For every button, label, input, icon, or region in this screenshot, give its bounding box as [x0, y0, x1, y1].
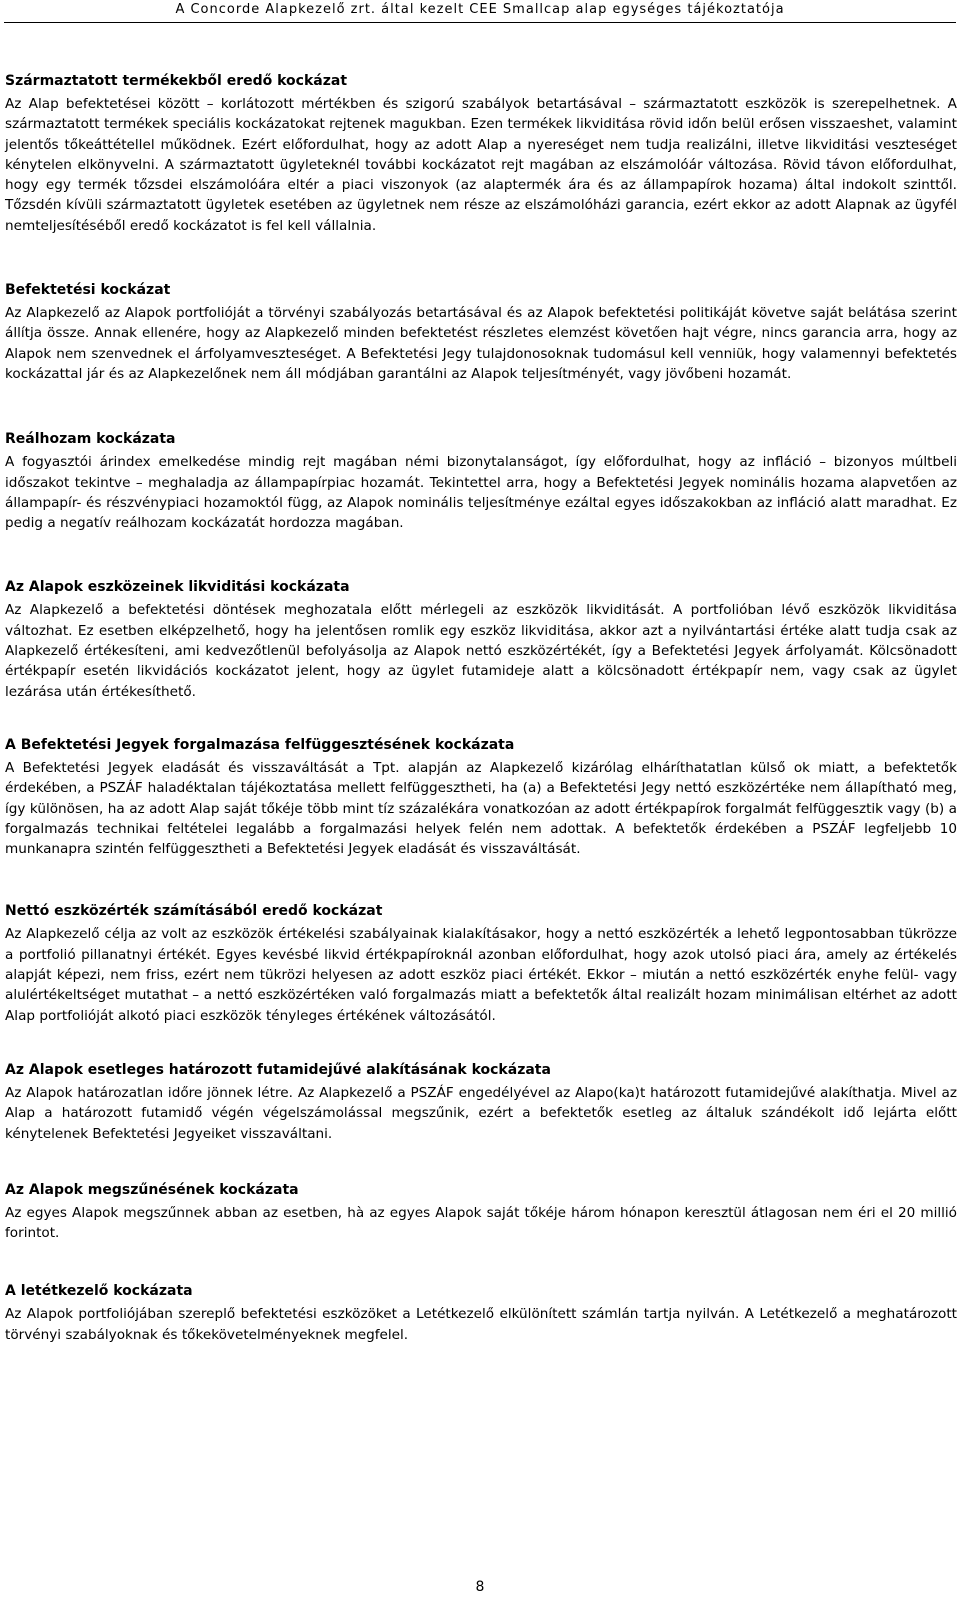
header-title: A Concorde Alapkezelő zrt. által kezelt CEE Smallcap alap egységes tájékoztatója: [175, 2, 785, 17]
section-paragraph: Az Alapkezelő célja az volt az eszközök értékelési szabályainak kialakításakor, hogy a nettó eszközérték a lehető legpontosabban tükrözze a portfolió pillanatnyi értékét. Egyes kevésbé likvid értékpapíroknál azonban előfordulhat, hogy azok utolsó piaci ára, amely az értékelés alapját képezi, nem friss, ezért nem tükrözi helyesen az adott eszköz piaci értékét. Ekkor – miután a nettó eszközérték enyhe felül- vagy alulértékeltséget mutathat – a nettó eszközértéken való forgalmazás miatt a befektetők által realizált hozam minimálisan eltérhet az adott Alap portfolióját alkotó piaci eszközök tényleges értékének változásától.: [5, 926, 957, 1024]
section-paragraph: Az Alapok portfoliójában szereplő befektetési eszközöket a Letétkezelő elkülönített számlán tartja nyilván. A Letétkezelő a meghatározott törvényi szabályoknak és tőkekövetelményeknek megfelel.: [5, 1306, 957, 1343]
section-derivatives-risk: [5, 71, 957, 236]
section-paragraph: A fogyasztói árindex emelkedése mindig rejt magában némi bizonytalanságot, így előfordulhat, hogy az infláció – bizonyos múltbeli időszakot tekintve – meghaladja az állampapírpiac hozamát. Tekintettel arra, hogy a Befektetési Jegyek nominális hozama alapvetően az állampapír- és részvénypiaci hozamoktól függ, az Alapok nominális teljesítménye ezáltal egyes időszakokban az infláció alatt maradhat. Ez pedig a negatív reálhozam kockázatát hordozza magában.: [5, 454, 957, 532]
section-paragraph: Az Alapkezelő a befektetési döntések meghozatala előtt mérlegeli az eszközök likviditását. A portfolióban lévő eszközök likviditása változhat. Ez esetben elképzelhető, hogy ha jelentősen romlik egy eszköz likviditása, akkor azt a nyilvántartási értéke alatt tudja csak az Alapkezelő értékesíteni, ami kedvezőtlenül befolyásolja az Alapok nettó eszközértékét, így a Befektetési Jegyek árfolyamát. Kölcsönadott értékpapír esetén likvidációs kockázatot jelent, hogy az ügylet futamideje alatt a kölcsönadott értékpapír nem, vagy csak az ügylet lezárása után értékesíthető.: [5, 602, 957, 700]
section-real-yield-risk: [5, 429, 957, 533]
section-heading: A Befektetési Jegyek forgalmazása felfüggesztésének kockázata: [5, 736, 515, 753]
section-heading: Reálhozam kockázata: [5, 431, 176, 448]
section-suspension-risk: [5, 735, 957, 859]
section-heading: Az Alapok megszűnésének kockázata: [5, 1181, 299, 1198]
section-investment-risk: [5, 280, 957, 384]
section-heading: Származtatott termékekből eredő kockázat: [5, 73, 348, 89]
page-header: [0, 0, 960, 22]
section-heading: Nettó eszközérték számításából eredő kockázat: [5, 903, 383, 920]
section-heading: A letétkezelő kockázata: [5, 1283, 193, 1300]
document-body: [5, 71, 957, 1345]
section-nav-calculation-risk: [5, 901, 957, 1025]
section-heading: Az Alapok esetleges határozott futamidejűvé alakításának kockázata: [5, 1061, 551, 1078]
page-number: 8: [475, 1579, 485, 1595]
section-paragraph: Az Alap befektetései között – korlátozott mértékben és szigorú szabályok betartásával – származtatott eszközök is szerepelhetnek. A származtatott termékek speciális kockázatokat rejtenek magukban. Ezen termékek likviditása rövid időn belül erősen visszaeshet, valamint jelentős tőkeáttétellel működnek. Ezért előfordulhat, hogy az adott Alap a nyereséget nem tudja realizálni, illetve likviditási veszteséget kénytelen elkönyvelni. A származtatott ügyleteknél további kockázatot rejt magában az elszámolóár változása. Rövid távon előfordulhat, hogy egy termék tőzsdei elszámolóára eltér a piaci viszonyok (az alaptermék ára és az állampapírok hozama) által indokolt szinttől. Tőzsdén kívüli származtatott ügyletek esetében az ügyletnek nem része az elszámolóházi garancia, ezért ekkor az adott Alapnak az ügyfél nemteljesítéséből eredő kockázatot is fel kell vállalnia.: [5, 96, 957, 234]
section-paragraph: Az Alapok határozatlan időre jönnek létre. Az Alapkezelő a PSZÁF engedélyével az Alapo(ka)t határozott futamidejűvé alakíthatja. Mivel az Alap a határozott futamidő végén végelszámolással megszűnik, ezért a befektetők esetleg az általuk szándékolt idő lejárta előtt kénytelenek Befektetési Jegyeiket visszaváltani.: [5, 1084, 957, 1142]
section-fixed-term-risk: [5, 1060, 957, 1144]
section-heading: Befektetési kockázat: [5, 282, 171, 299]
section-termination-risk: [5, 1180, 957, 1244]
section-paragraph: Az egyes Alapok megszűnnek abban az esetben, hà az egyes Alapok saját tőkéje három hónapon keresztül átlagosan nem éri el 20 millió forintot.: [5, 1204, 957, 1242]
section-paragraph: A Befektetési Jegyek eladását és visszaváltását a Tpt. alapján az Alapkezelő kizárólag elháríthatatlan külső ok miatt, a befektetők érdekében, a PSZÁF haladéktalan tájékoztatása mellett felfüggesztheti, ha (a) a Befektetési Jegy nettó eszközértéke nem állapítható meg, így különösen, ha az adott Alap saját tőkéje több mint tíz százalékára vonatkozóan az adott értékpapírok forgalmát felfüggesztik vagy (b) a forgalmazás technikai feltételei legalább a forgalmazási helyek felén nem adottak. A befektetők érdekében a PSZÁF legfeljebb 10 munkanapra szintén felfüggesztheti a Befektetési Jegyek eladását és visszaváltását.: [5, 759, 957, 858]
section-liquidity-risk: [5, 577, 957, 701]
section-heading: Az Alapok eszközeinek likviditási kockázata: [5, 579, 350, 596]
section-custodian-risk: [5, 1281, 957, 1345]
section-paragraph: Az Alapkezelő az Alapok portfolióját a törvényi szabályozás betartásával és az Alapok befektetési politikáját követve saját belátása szerint állítja össze. Annak ellenére, hogy az Alapkezelő minden befektetést részletes elemzést követően hajt végre, nincs garancia arra, hogy az Alapok nem szenvednek el árfolyamveszteséget. A Befektetési Jegy tulajdonosoknak tudomásul kell venniük, hogy valamennyi befektetés kockázattal jár és az Alapkezelőnek nem áll módjában garantálni az Alapok teljesítményét, vagy jövőbeni hozamát.: [5, 305, 957, 382]
header-divider: [4, 22, 956, 23]
